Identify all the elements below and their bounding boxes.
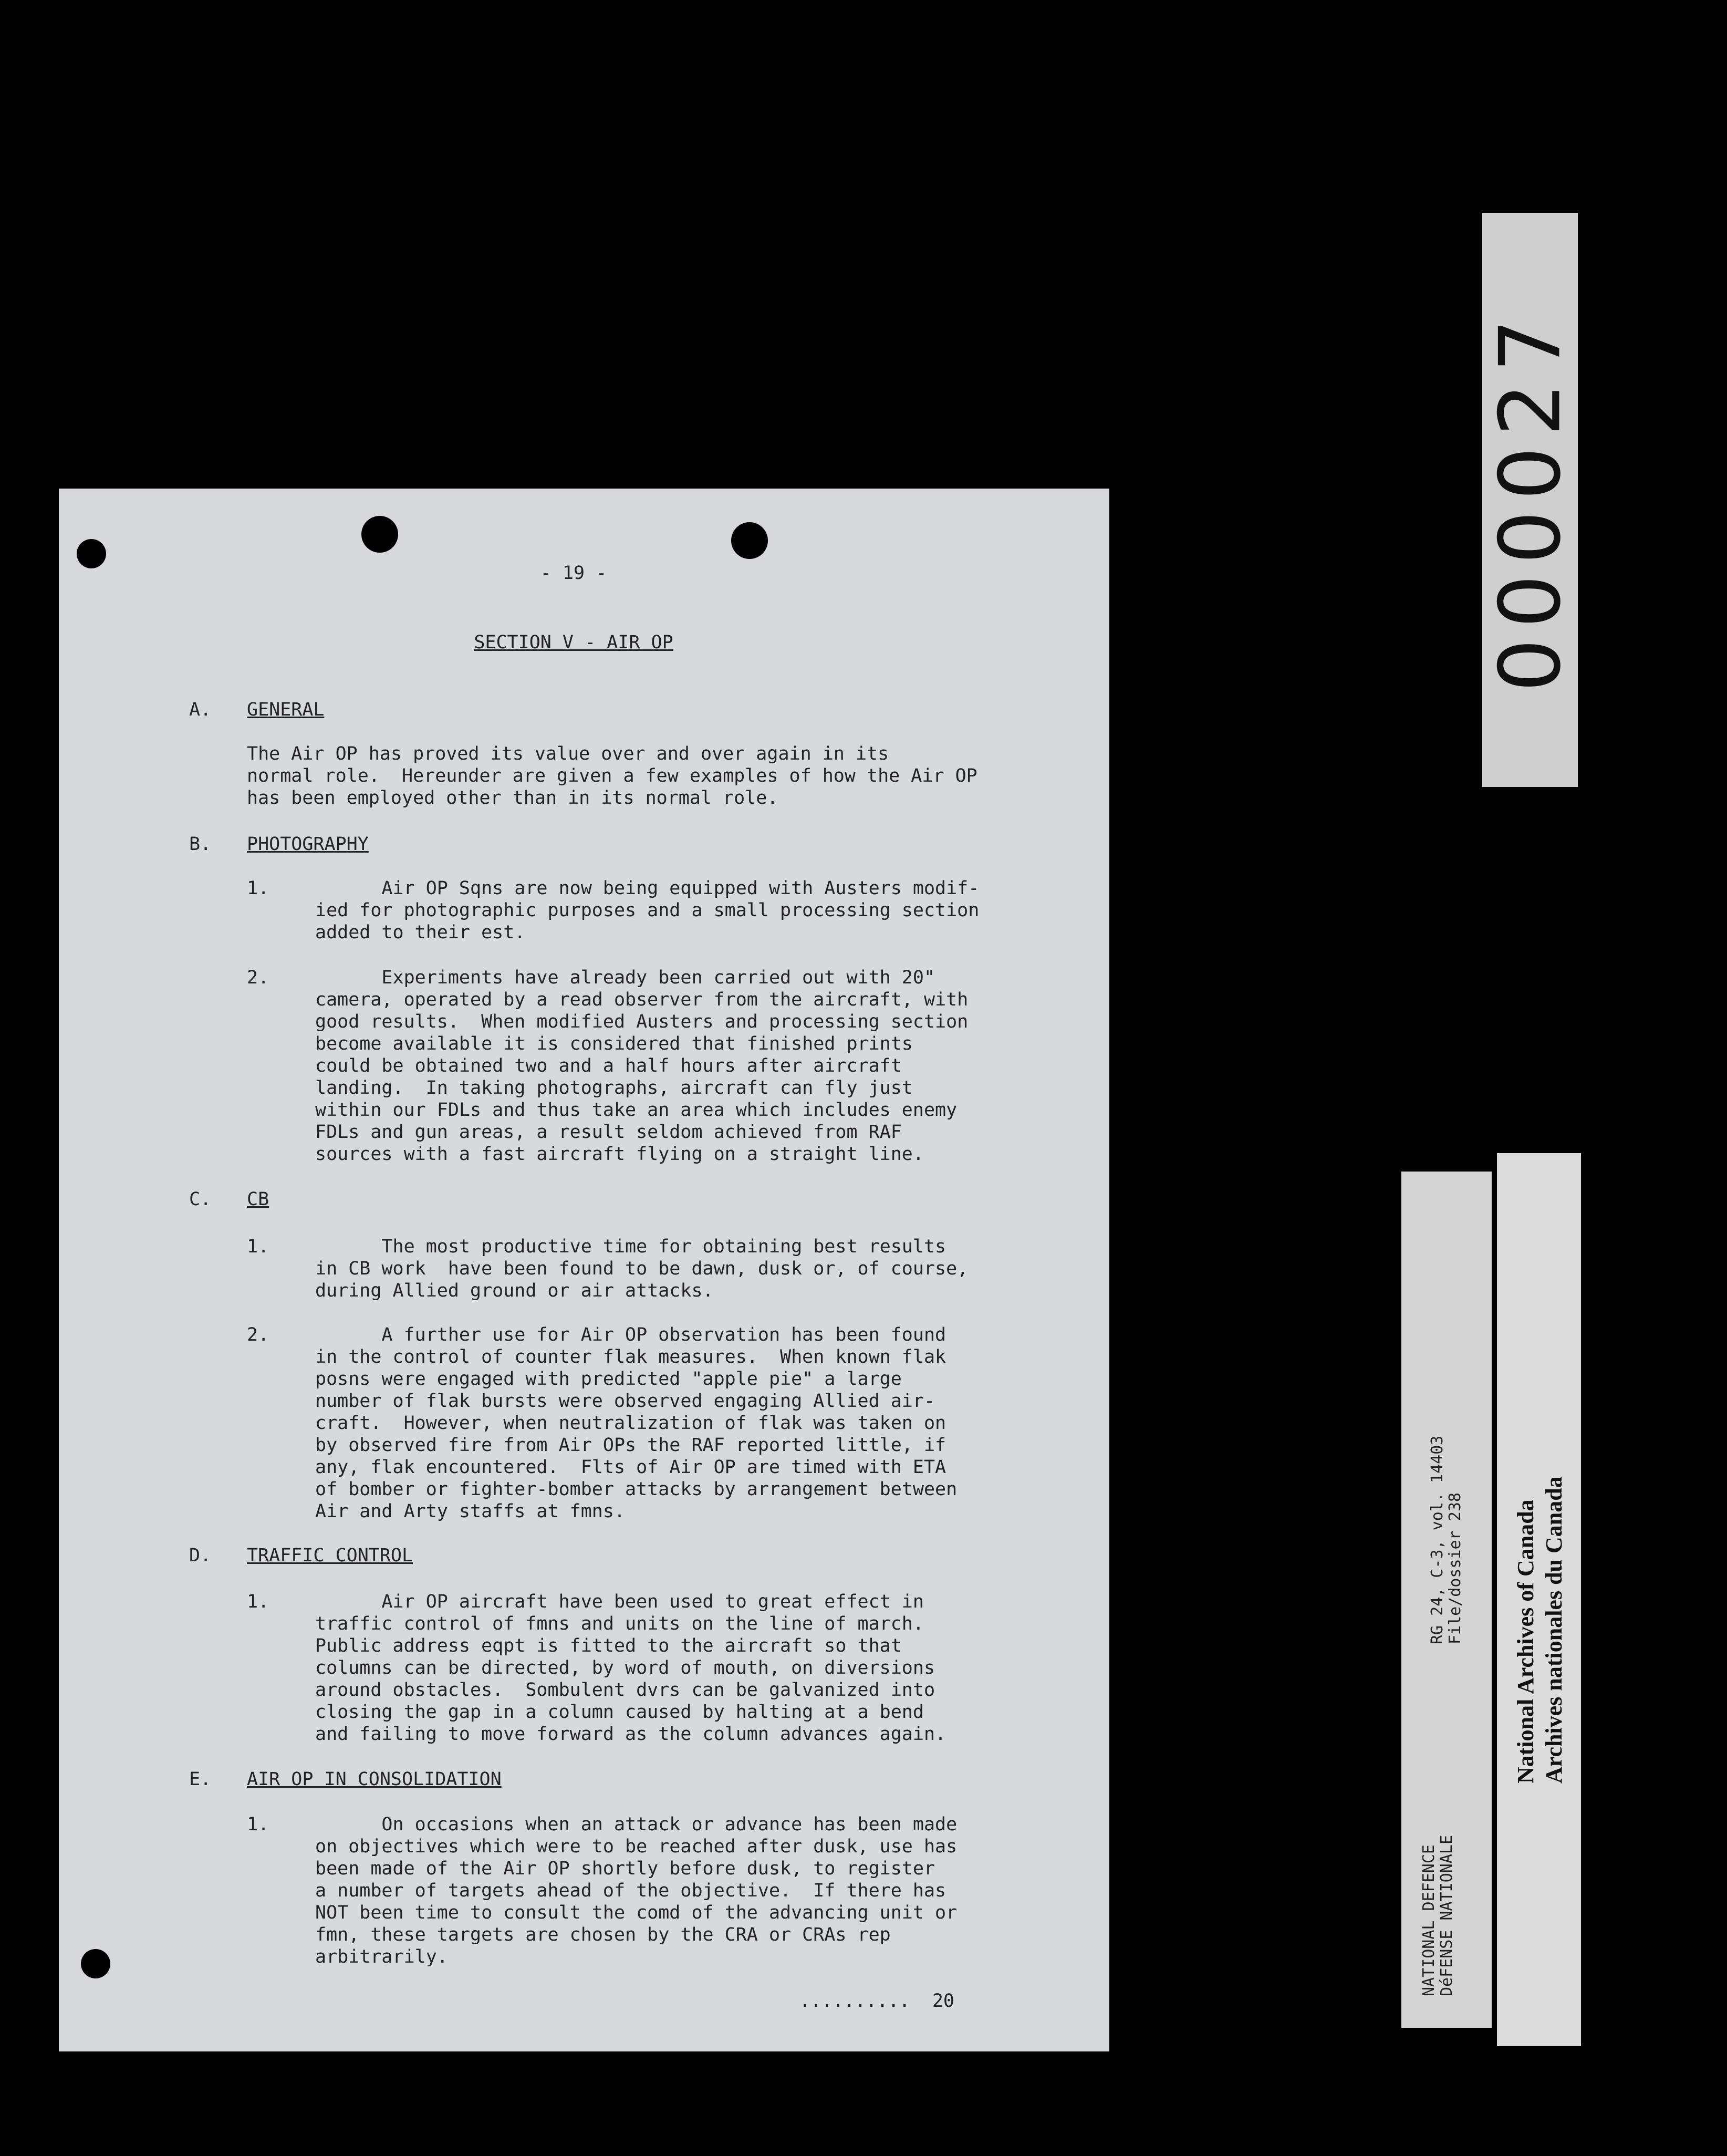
paragraph-number: 1.	[247, 1814, 269, 1835]
department-block	[1420, 1835, 1456, 1996]
paragraph: On occasions when an attack or advance has been made on objectives which were to be reached after dusk, use has been made of the Air OP shortly before dusk, to register a number of targets ahead of the objective. If there has NOT been time to consult the comd of the advancing unit or fmn, these targets are chosen by the CRA or CRAs rep arbitrarily.	[315, 1814, 958, 1967]
archive-name-line: National Archives of Canada	[1513, 1499, 1538, 1784]
reference-block	[1429, 1436, 1464, 1644]
reel-number-strip	[1482, 213, 1578, 787]
continuation-marker: .......... 20	[799, 1991, 955, 2012]
archive-name-label	[1497, 1153, 1581, 2046]
paragraph: Experiments have already been carried out with 20" camera, operated by a read observer from the aircraft, with good results. When modified Austers and processing section become available it is considered that finished prints could be obtained two and a half hours after aircraft landing. In taking photographs, aircraft can fly just within our FDLs and thus take an area which includes enemy FDLs and gun areas, a result seldom achieved from RAF sources with a fast aircraft flying on a straight line.	[315, 967, 969, 1165]
section-letter: C.	[189, 1189, 212, 1210]
punch-hole	[361, 516, 398, 553]
punch-hole	[81, 1949, 110, 1978]
page-number: - 19 -	[540, 563, 607, 584]
archive-name-block	[1512, 1476, 1568, 1784]
reference-line: File/dossier 238	[1446, 1492, 1464, 1644]
paragraph-number: 1.	[247, 878, 269, 899]
department-line: DéFENSE NATIONALE	[1438, 1834, 1456, 1996]
section-heading: GENERAL	[247, 699, 325, 720]
section-letter: D.	[189, 1545, 212, 1566]
paragraph: The Air OP has proved its value over and over again in its normal role. Hereunder are given a few examples of how the Air OP has been employed other than in its normal role.	[247, 743, 977, 809]
archive-reference-label	[1401, 1172, 1492, 2028]
paragraph-number: 1.	[247, 1236, 269, 1257]
reel-number: 000027	[1481, 308, 1579, 692]
section-title: SECTION V - AIR OP	[474, 632, 673, 653]
paragraph-number: 2.	[247, 967, 269, 988]
section-letter: E.	[189, 1769, 212, 1790]
section-heading: AIR OP IN CONSOLIDATION	[247, 1769, 502, 1790]
section-heading: PHOTOGRAPHY	[247, 834, 369, 855]
paragraph-number: 2.	[247, 1324, 269, 1345]
archive-name-line: Archives nationales du Canada	[1541, 1476, 1567, 1784]
paragraph: Air OP Sqns are now being equipped with Austers modif- ied for photographic purposes and a small processing section added to their est.	[315, 878, 980, 943]
section-heading: CB	[247, 1189, 269, 1210]
paragraph: A further use for Air OP observation has been found in the control of counter flak measures. When known flak posns were engaged with predicted "apple pie" a large number of flak bursts were observed engaging Allied air- craft. However, when neutralization of flak was taken on by observed fire from Air OPs the RAF reported little, if any, flak encountered. Flts of Air OP are timed with ETA of bomber or fighter-bomber attacks by arrangement between Air and Arty staffs at fmns.	[315, 1324, 958, 1522]
section-letter: A.	[189, 699, 212, 720]
paragraph: The most productive time for obtaining best results in CB work have been found to be dawn, dusk or, of course, during Allied ground or air attacks.	[315, 1236, 969, 1301]
document-page	[59, 489, 1109, 2051]
section-heading: TRAFFIC CONTROL	[247, 1545, 413, 1566]
reference-line: RG 24, C-3, vol. 14403	[1428, 1435, 1447, 1644]
paragraph: Air OP aircraft have been used to great effect in traffic control of fmns and units on the line of march. Public address eqpt is fitted to the aircraft so that columns can be directed, by word of mouth, on diversions around obstacles. Sombulent dvrs can be galvanized into closing the gap in a column caused by halting at a bend and failing to move forward as the column advances again.	[315, 1591, 946, 1745]
punch-hole	[731, 522, 768, 559]
section-letter: B.	[189, 834, 212, 855]
department-line: NATIONAL DEFENCE	[1420, 1844, 1438, 1996]
paragraph-number: 1.	[247, 1591, 269, 1612]
